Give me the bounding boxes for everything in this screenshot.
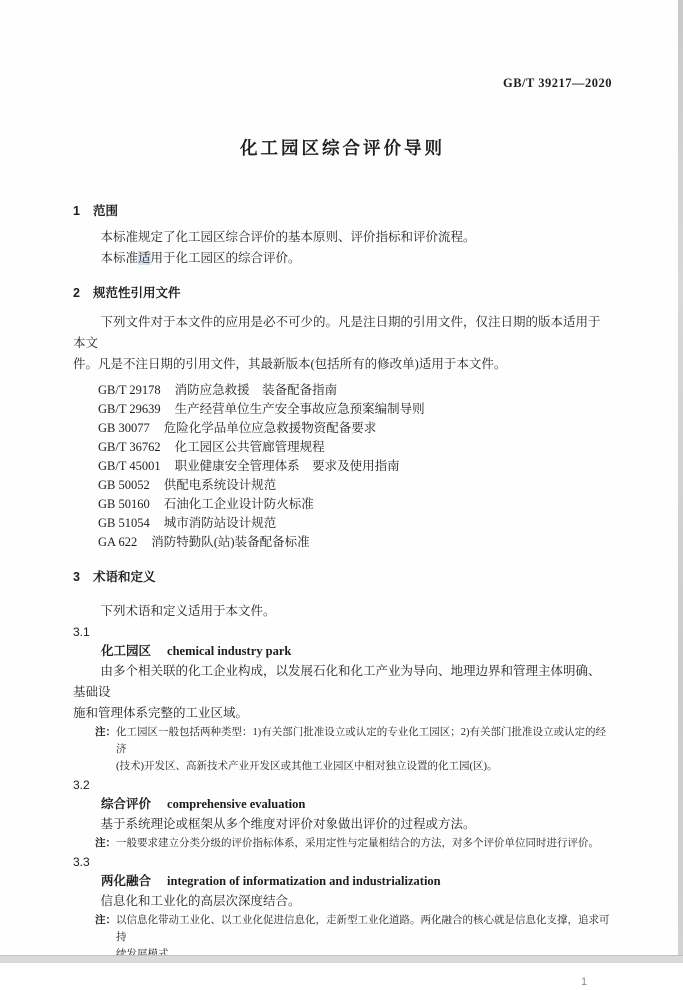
note-text <box>116 835 599 852</box>
note-text <box>116 724 612 775</box>
note-label: 注： <box>95 837 116 849</box>
document-title: 化工园区综合评价导则 <box>240 138 445 158</box>
reference-title: 消防应急救援 装备配备指南 <box>174 383 338 397</box>
scope-paragraph-2-post: 用于化工园区的综合评价。 <box>150 251 301 265</box>
reference-item <box>98 381 612 400</box>
reference-code: GB/T 29178 <box>98 383 161 397</box>
note-line: 一般要求建立分类分级的评价指标体系，采用定性与定量相结合的方法，对多个评价单位同时进行评价。 <box>116 838 599 849</box>
scan-edge-right <box>678 0 683 963</box>
scan-edge-bottom <box>0 955 683 963</box>
reference-title: 生产经营单位生产安全事故应急预案编制导则 <box>174 402 425 416</box>
reference-item <box>98 495 612 514</box>
term-name-zh: 化工园区 <box>101 644 152 658</box>
section-2-heading <box>73 285 612 302</box>
reference-item <box>98 514 612 533</box>
section-3-heading <box>73 569 612 586</box>
reference-code: GB 30077 <box>98 421 150 435</box>
note-line: 以信息化带动工业化、以工业化促进信息化，走新型工业化道路。两化融合的核心就是信息化支撑，追求可持 <box>116 915 610 943</box>
note-label: 注： <box>95 914 116 926</box>
reference-code: GB/T 36762 <box>98 440 161 454</box>
term-definition-line-2: 施和管理体系完整的工业区域。 <box>73 706 249 720</box>
scope-paragraph-2-pre: 本标准 <box>100 251 139 265</box>
reference-code: GB/T 45001 <box>98 459 161 473</box>
normative-refs-paragraph-line-1: 下列文件对于本文件的应用是必不可少的。凡是注日期的引用文件，仅注日期的版本适用于本文 <box>73 315 601 350</box>
note-line: (技术)开发区、高新技术产业开发区或其他工业园区中相对独立设置的化工园(区)。 <box>116 761 498 772</box>
term-name-en: comprehensive evaluation <box>167 797 306 811</box>
note-line: 化工园区一般包括两种类型：1)有关部门批准设立或认定的专业化工园区；2)有关部门批准设立或认定的经济 <box>116 727 606 755</box>
reference-code: GB/T 29639 <box>98 402 161 416</box>
term-name-zh: 两化融合 <box>101 874 152 888</box>
term-number: 3.2 <box>73 778 90 792</box>
reference-item <box>98 533 612 552</box>
term-3-1 <box>73 624 612 775</box>
section-1-number: 1 <box>73 204 80 218</box>
scope-paragraph-2 <box>73 248 612 269</box>
reference-title: 供配电系统设计规范 <box>163 478 277 492</box>
term-name-en: integration of informatization and industrialization <box>167 874 441 888</box>
term-3-3 <box>73 854 612 963</box>
section-2-number: 2 <box>73 286 80 300</box>
term-3-2 <box>73 777 612 852</box>
term-note <box>95 835 612 852</box>
reference-item <box>98 476 612 495</box>
reference-code: GB 50160 <box>98 497 150 511</box>
reference-item <box>98 400 612 419</box>
term-name-line <box>101 641 612 661</box>
reference-item <box>98 419 612 438</box>
term-name-en: chemical industry park <box>167 644 292 658</box>
section-3-number: 3 <box>73 570 80 584</box>
section-2-title: 规范性引用文件 <box>92 286 181 300</box>
term-definition-line-1: 基于系统理论或框架从多个维度对评价对象做出评价的过程或方法。 <box>100 817 476 831</box>
term-definition-line-1: 由多个相关联的化工企业构成，以发展石化和化工产业为导向、地理边界和管理主体明确、基础设 <box>73 664 601 699</box>
note-label: 注： <box>95 726 116 738</box>
references-list <box>98 381 612 552</box>
term-name-line <box>101 871 612 891</box>
reference-item <box>98 457 612 476</box>
page-number: 1 <box>581 976 588 988</box>
highlight-mark: 适 <box>138 251 151 265</box>
term-note <box>95 724 612 775</box>
reference-title: 石油化工企业设计防火标准 <box>163 497 314 511</box>
section-1-title: 范围 <box>92 204 118 218</box>
page-content <box>73 0 612 990</box>
term-definition-line-1: 信息化和工业化的高层次深度结合。 <box>100 894 301 908</box>
term-number: 3.3 <box>73 855 90 869</box>
term-name-zh: 综合评价 <box>101 797 152 811</box>
reference-title: 城市消防站设计规范 <box>163 516 277 530</box>
terms-intro: 下列术语和定义适用于本文件。 <box>100 604 276 618</box>
term-number: 3.1 <box>73 625 90 639</box>
reference-code: GB 51054 <box>98 516 150 530</box>
normative-refs-paragraph-line-2: 件。凡是不注日期的引用文件，其最新版本(包括所有的修改单)适用于本文件。 <box>73 357 507 371</box>
reference-title: 职业健康安全管理体系 要求及使用指南 <box>174 459 400 473</box>
reference-code: GA 622 <box>98 535 138 549</box>
term-name-line <box>101 794 612 814</box>
scope-paragraph-1: 本标准规定了化工园区综合评价的基本原则、评价指标和评价流程。 <box>100 230 476 244</box>
reference-title: 化工园区公共管廊管理规程 <box>174 440 325 454</box>
reference-title: 消防特勤队(站)装备配备标准 <box>151 535 310 549</box>
reference-code: GB 50052 <box>98 478 150 492</box>
standard-number: GB/T 39217—2020 <box>502 76 612 90</box>
section-3-title: 术语和定义 <box>92 570 156 584</box>
section-1-heading <box>73 203 612 220</box>
reference-title: 危险化学品单位应急救援物资配备要求 <box>163 421 377 435</box>
reference-item <box>98 438 612 457</box>
